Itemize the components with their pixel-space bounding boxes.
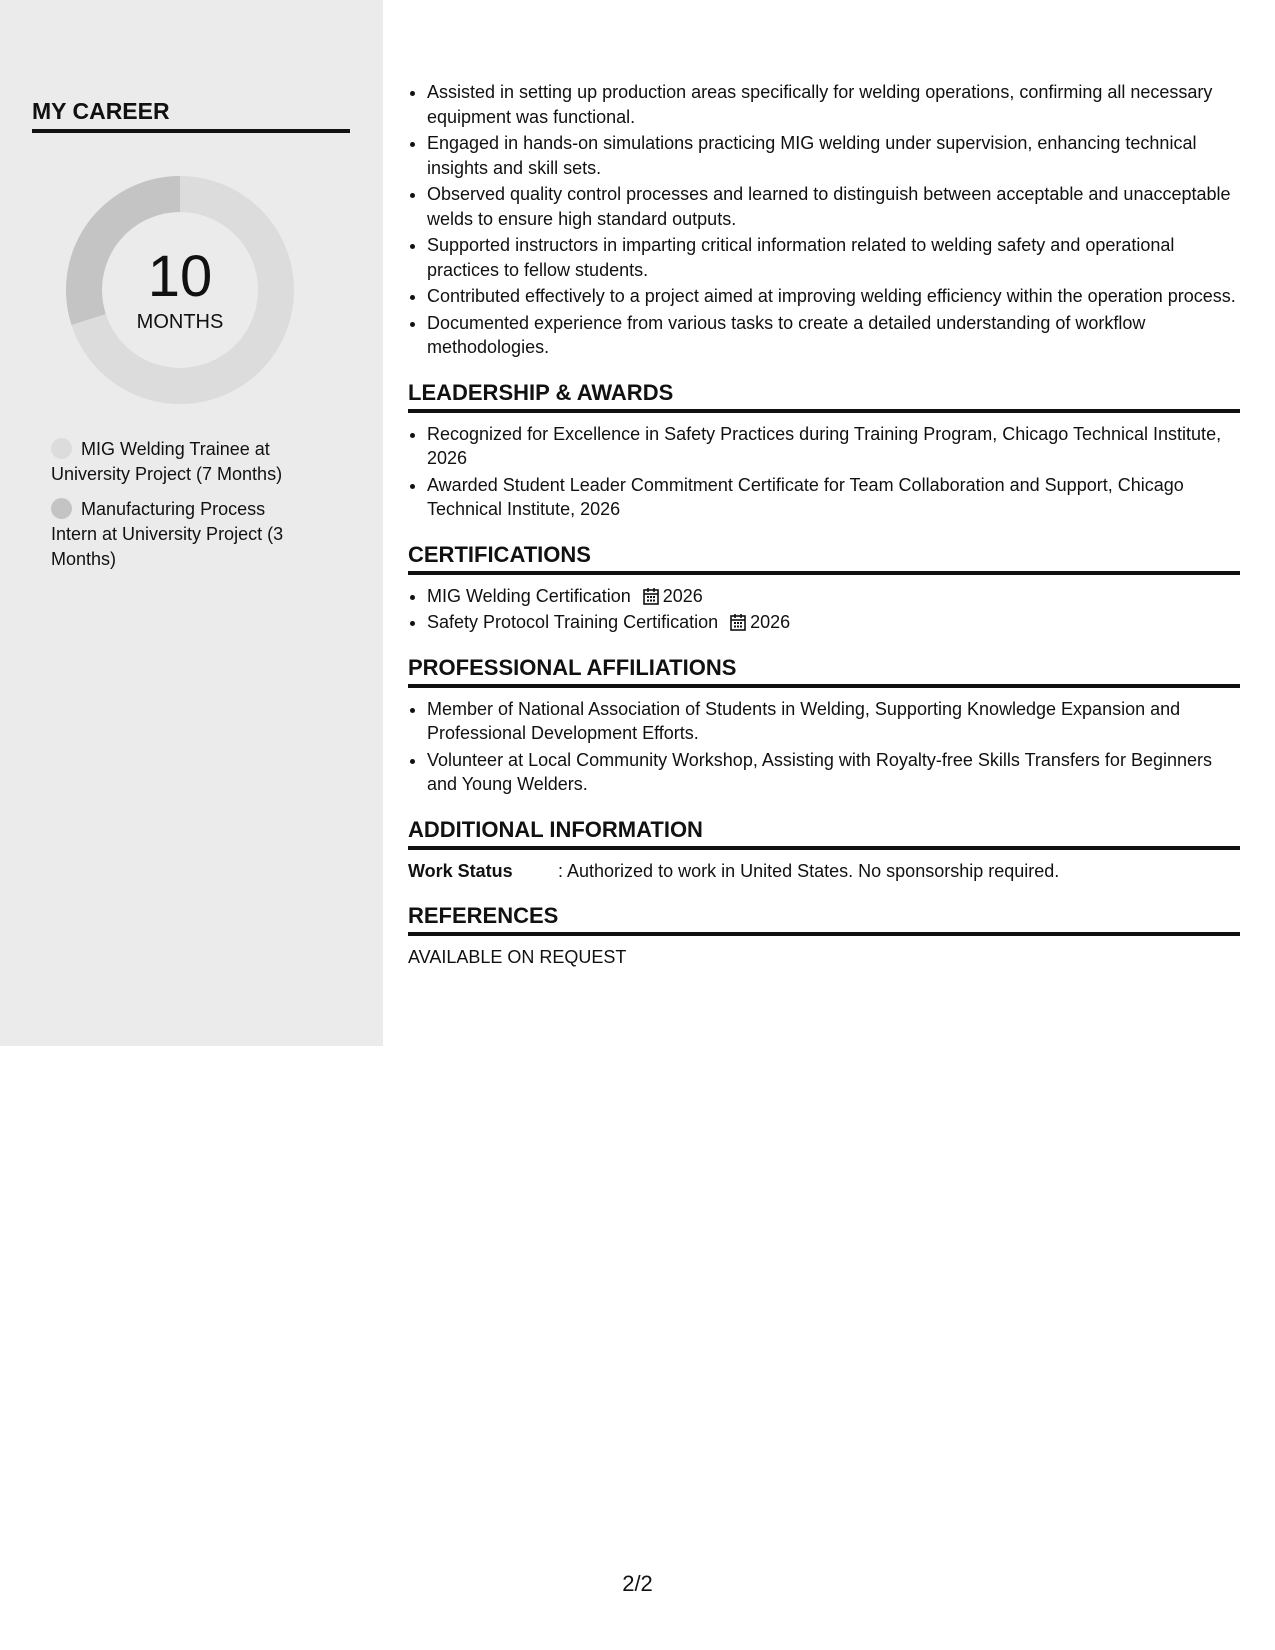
certification-name: Safety Protocol Training Certification xyxy=(427,612,719,632)
career-legend xyxy=(51,437,311,582)
certifications-list xyxy=(408,584,1240,635)
list-item: • Observed quality control processes and learned to distinguish between acceptable and unacceptable welds to ensure high standard outputs. xyxy=(427,182,1240,231)
list-item: • Documented experience from various tasks to create a detailed understanding of workflow methodologies. xyxy=(427,311,1240,360)
legend-dot-icon xyxy=(51,498,72,519)
page-number: 2/2 xyxy=(622,1571,653,1596)
work-status-label: Work Status xyxy=(408,860,513,881)
section-title-additional-info: ADDITIONAL INFORMATION xyxy=(408,817,1240,850)
list-item: • Contributed effectively to a project aimed at improving welding efficiency within the operation process. xyxy=(427,284,1240,309)
legend-label: MIG Welding Trainee at University Project (7 Months) xyxy=(51,439,283,484)
section-title-certifications: CERTIFICATIONS xyxy=(408,542,1240,575)
section-title-affiliations: PROFESSIONAL AFFILIATIONS xyxy=(408,655,1240,688)
sidebar xyxy=(0,0,383,1046)
list-item xyxy=(427,610,1240,635)
certification-name: MIG Welding Certification xyxy=(427,585,631,606)
calendar-icon xyxy=(730,613,746,631)
list-item: • Assisted in setting up production areas specifically for welding operations, confirming all necessary equipment was functional. xyxy=(427,80,1240,129)
section-title-leadership: LEADERSHIP & AWARDS xyxy=(408,380,1240,413)
affiliations-list xyxy=(408,697,1240,797)
list-item: • Member of National Association of Students in Welding, Supporting Knowledge Expansion and Professional Development Efforts. xyxy=(427,697,1240,746)
experience-list xyxy=(408,80,1240,360)
career-title: MY CAREER xyxy=(32,98,350,133)
career-total-number: 10 xyxy=(147,244,213,309)
main-content xyxy=(408,80,1240,969)
legend-label: Manufacturing Process Intern at University Project (3 Months) xyxy=(51,499,284,569)
list-item: • Awarded Student Leader Commitment Certificate for Team Collaboration and Support, Chicago Technical Institute, 2026 xyxy=(427,473,1240,522)
section-title-references: REFERENCES xyxy=(408,903,1240,936)
list-item: • Recognized for Excellence in Safety Practices during Training Program, Chicago Technical Institute, 2026 xyxy=(427,422,1240,471)
work-status-value: : Authorized to work in United States. No sponsorship required. xyxy=(558,860,1060,881)
certification-year: 2026 xyxy=(662,585,703,606)
certification-year: 2026 xyxy=(750,612,791,632)
references-text: AVAILABLE ON REQUEST xyxy=(408,946,627,967)
legend-item xyxy=(51,497,311,572)
list-item: • Engaged in hands-on simulations practicing MIG welding under supervision, enhancing technical insights and skill sets. xyxy=(427,131,1240,180)
calendar-icon xyxy=(643,587,659,605)
list-item: • Volunteer at Local Community Workshop, Assisting with Royalty-free Skills Transfers for Beginners and Young Welders. xyxy=(427,748,1240,797)
list-item: • Supported instructors in imparting critical information related to welding safety and operational practices to fellow students. xyxy=(427,233,1240,282)
list-item xyxy=(427,584,1240,609)
leadership-list xyxy=(408,422,1240,522)
legend-dot-icon xyxy=(51,438,72,459)
legend-item xyxy=(51,437,311,487)
career-total-unit: MONTHS xyxy=(136,311,224,333)
work-status-row xyxy=(408,859,1240,883)
